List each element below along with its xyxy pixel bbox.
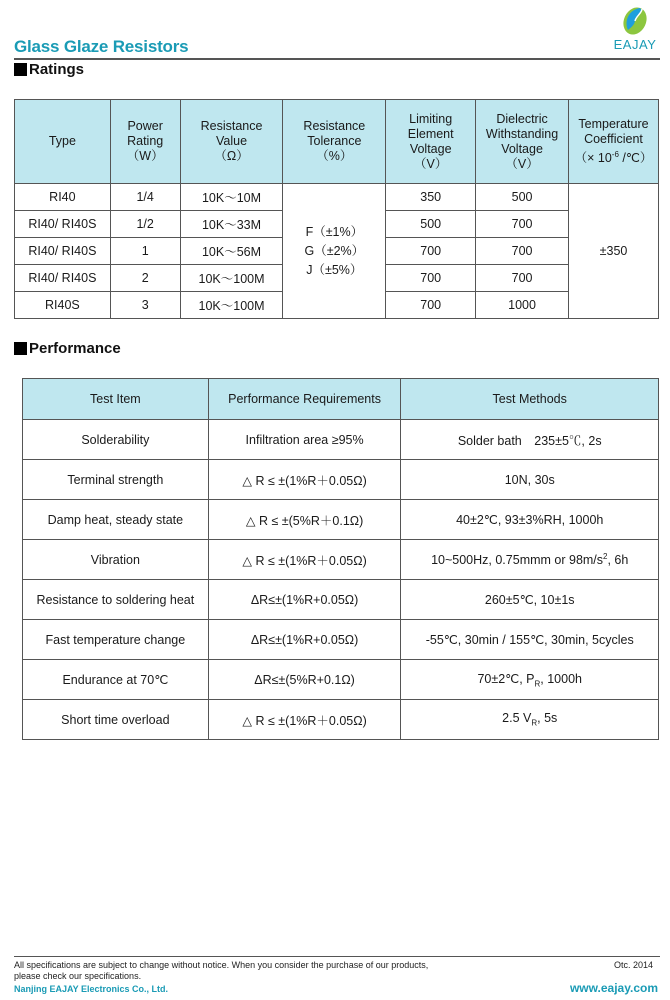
table-row xyxy=(23,580,659,620)
cell-dielectric-voltage: 700 xyxy=(476,238,569,265)
cell-requirement: △ R ≤ ±(1%R＋0.05Ω) xyxy=(208,540,401,580)
cell-limiting-voltage: 350 xyxy=(386,184,476,211)
cell-requirement: Infiltration area ≥95% xyxy=(208,420,401,460)
header-divider xyxy=(14,58,660,60)
cell-power: 1/4 xyxy=(110,184,180,211)
cell-limiting-voltage: 500 xyxy=(386,211,476,238)
performance-header-row xyxy=(23,379,659,420)
cell-tolerance: F（±1%） G（±2%） J（±5%） xyxy=(283,184,386,319)
header-resistance-value: Resistance Value （Ω） xyxy=(180,100,283,184)
footer-disclaimer: All specifications are subject to change without notice. When you consider the purchase of our products, please check our specifications. xyxy=(14,960,429,981)
cell-resistance: 10K～10M xyxy=(180,184,283,211)
cell-resistance: 10K～100M xyxy=(180,292,283,319)
header-performance-requirements: Performance Requirements xyxy=(208,379,401,420)
header-type: Type xyxy=(15,100,111,184)
performance-table xyxy=(22,378,659,740)
cell-temperature-coefficient: ±350 xyxy=(569,184,659,319)
cell-requirement: ΔR≤±(1%R+0.05Ω) xyxy=(208,620,401,660)
leaf-logo-icon xyxy=(622,6,648,36)
cell-test-item: Terminal strength xyxy=(23,460,209,500)
cell-method: 260±5℃, 10±1s xyxy=(401,580,659,620)
table-row xyxy=(23,500,659,540)
table-row xyxy=(23,540,659,580)
cell-type: RI40/ RI40S xyxy=(15,265,111,292)
cell-test-item: Short time overload xyxy=(23,700,209,740)
eajay-logo xyxy=(606,6,664,56)
cell-resistance: 10K～100M xyxy=(180,265,283,292)
cell-power: 3 xyxy=(110,292,180,319)
cell-requirement: ΔR≤±(5%R+0.1Ω) xyxy=(208,660,401,700)
cell-method: 40±2℃, 93±3%RH, 1000h xyxy=(401,500,659,540)
cell-resistance: 10K～56M xyxy=(180,238,283,265)
ratings-section-heading xyxy=(14,61,84,78)
cell-power: 1 xyxy=(110,238,180,265)
cell-type: RI40S xyxy=(15,292,111,319)
cell-limiting-voltage: 700 xyxy=(386,238,476,265)
header-power-rating: Power Rating （W） xyxy=(110,100,180,184)
cell-type: RI40/ RI40S xyxy=(15,238,111,265)
performance-title: Performance xyxy=(29,340,121,357)
bullet-square-icon xyxy=(14,342,27,355)
cell-dielectric-voltage: 700 xyxy=(476,211,569,238)
header-temperature-coefficient: Temperature Coefficient （× $10^{-6}$ /℃） xyxy=(569,100,659,184)
cell-limiting-voltage: 700 xyxy=(386,265,476,292)
footer-company: Nanjing EAJAY Electronics Co., Ltd. xyxy=(14,984,169,994)
header-dielectric-voltage: Dielectric Withstanding Voltage （V） xyxy=(476,100,569,184)
cell-resistance: 10K～33M xyxy=(180,211,283,238)
performance-section-heading xyxy=(14,340,121,357)
logo-text: EAJAY xyxy=(613,37,657,52)
ratings-title: Ratings xyxy=(29,61,85,78)
header-resistance-tolerance: Resistance Tolerance （%） xyxy=(283,100,386,184)
cell-power: 2 xyxy=(110,265,180,292)
table-row xyxy=(15,184,659,211)
cell-requirement: △ R ≤ ±(1%R＋0.05Ω) xyxy=(208,700,401,740)
cell-requirement: ΔR≤±(1%R+0.05Ω) xyxy=(208,580,401,620)
cell-test-item: Endurance at 70℃ xyxy=(23,660,209,700)
cell-type: RI40 xyxy=(15,184,111,211)
cell-test-item: Resistance to soldering heat xyxy=(23,580,209,620)
ratings-table xyxy=(14,99,659,319)
cell-method: 2.5 $V_R$, 5s xyxy=(401,700,659,740)
cell-test-item: Vibration xyxy=(23,540,209,580)
cell-requirement: △ R ≤ ±(1%R＋0.05Ω) xyxy=(208,460,401,500)
header-test-methods: Test Methods xyxy=(401,379,659,420)
cell-dielectric-voltage: 1000 xyxy=(476,292,569,319)
header-limiting-voltage: Limiting Element Voltage （V） xyxy=(386,100,476,184)
footer-date: Otc. 2014 xyxy=(613,960,653,970)
cell-method: Solder bath 235±5℃, 2s xyxy=(401,420,659,460)
cell-method: 10N, 30s xyxy=(401,460,659,500)
table-row xyxy=(23,460,659,500)
table-row xyxy=(23,700,659,740)
cell-limiting-voltage: 700 xyxy=(386,292,476,319)
cell-method: 70±2℃, $P_R$, 1000h xyxy=(401,660,659,700)
table-row xyxy=(23,620,659,660)
cell-dielectric-voltage: 500 xyxy=(476,184,569,211)
table-row xyxy=(23,420,659,460)
cell-dielectric-voltage: 700 xyxy=(476,265,569,292)
cell-test-item: Fast temperature change xyxy=(23,620,209,660)
cell-requirement: △ R ≤ ±(5%R＋0.1Ω) xyxy=(208,500,401,540)
cell-method: 10~500Hz, 0.75mmm or $98m/s^2$, 6h xyxy=(401,540,659,580)
footer-divider xyxy=(14,956,660,957)
footer-website-link[interactable]: www.eajay.com xyxy=(569,981,658,995)
page-title: Glass Glaze Resistors xyxy=(14,37,189,56)
table-row xyxy=(23,660,659,700)
cell-type: RI40/ RI40S xyxy=(15,211,111,238)
bullet-square-icon xyxy=(14,63,27,76)
ratings-header-row xyxy=(15,100,659,184)
cell-test-item: Solderability xyxy=(23,420,209,460)
header-test-item: Test Item xyxy=(23,379,209,420)
cell-power: 1/2 xyxy=(110,211,180,238)
cell-test-item: Damp heat, steady state xyxy=(23,500,209,540)
cell-method: -55℃, 30min / 155℃, 30min, 5cycles xyxy=(401,620,659,660)
